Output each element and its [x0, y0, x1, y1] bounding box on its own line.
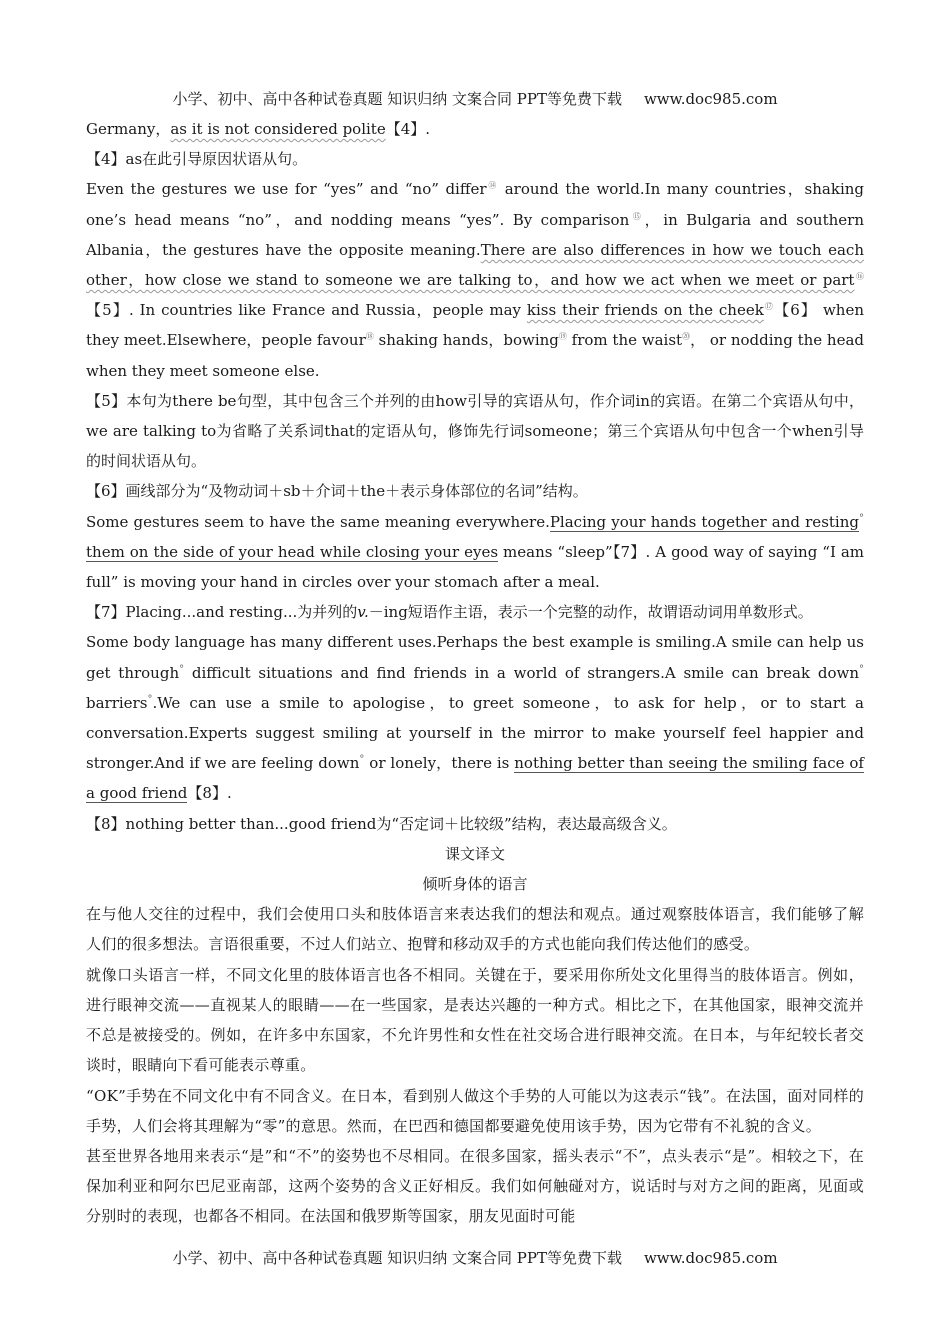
paragraph-2 [86, 174, 864, 385]
italic-text: v. [357, 603, 369, 622]
text: 【7】Placing...and resting...为并列的 [86, 603, 358, 622]
underlined-text: nothing better than seeing the smiling face of a good friend [86, 754, 864, 803]
translation-title: 倾听身体的语言 [422, 875, 528, 894]
marker-16: ⑯ [854, 272, 864, 282]
marker-20: ⑳ [682, 332, 691, 342]
degree-mark: ° [859, 663, 865, 675]
note-ref-4: 【4】. [385, 120, 431, 138]
text: 【5】. In countries like France and Russia，people may [86, 301, 527, 320]
note-8: 【8】nothing better than...good friend为“否定词＋比较级”结构，表达最高级含义。 [86, 814, 677, 833]
page-footer [0, 1247, 950, 1268]
text: means “sleep”【7】. A good way of saying “I am full” is moving your hand in circles over your stomach after a meal. [86, 542, 865, 592]
footer-text: 小学、初中、高中各种试卷真题 知识归纳 文案合同 PPT等免费下载 [172, 1249, 622, 1267]
marker-17: ⑰ [763, 302, 775, 312]
note-7 [86, 597, 864, 627]
marker-14: ⑭ [486, 181, 499, 191]
translation-paragraph-3: “OK”手势在不同文化中有不同含义。在日本，看到别人做这个手势的人可能以为这表示“钱”。在法国，面对同样的手势，人们会将其理解为“零”的意思。然而，在巴西和德国都要避免使用该手势，因为它带有不礼貌的含义。 [86, 1086, 864, 1135]
text: 【8】. [187, 784, 232, 803]
wavy-underlined-text: kiss their friends on the cheek [526, 301, 764, 320]
marker-18: ⑱ [365, 332, 374, 342]
text: Some body language has many different uses.Perhaps the best example is smiling.A smile can help us get through [86, 633, 864, 682]
text: .We can use a smile to apologise，to greet someone，to ask for help，or to start a conversation.Experts suggest smiling at yourself in the mirror to make yourself feel happier and stronger.And if we are feeling down [86, 693, 864, 773]
text: barriers [86, 693, 148, 712]
underlined-text: Placing your hands together and resting [549, 512, 859, 531]
marker-19: ⑲ [558, 332, 567, 342]
text: difficult situations and find friends in a world of strangers.A smile can break down [184, 663, 860, 682]
underlined-text: them on the side of your head while closing your eyes [86, 542, 499, 561]
paragraph-1 [86, 114, 864, 144]
footer-site[interactable]: www.doc985.com [643, 1249, 778, 1267]
text: Some gestures seem to have the same meaning everywhere. [86, 512, 550, 531]
paragraph-4 [86, 627, 864, 808]
text: 【6】 when they meet.Elsewhere，people favour [86, 301, 864, 350]
text: Germany， [86, 120, 171, 138]
translation-paragraph-4: 甚至世界各地用来表示“是”和“不”的姿势也不尽相同。在很多国家，摇头表示“不”，点头表示“是”。相较之下，在保加利亚和阿尔巴尼亚南部，这两个姿势的含义正好相反。我们如何触碰对方，说话时与对方之间的距离，见面或分别时的表现，也都各不相同。在法国和俄罗斯等国家，朋友见面时可能 [86, 1146, 864, 1226]
note-4: 【4】as在此引导原因状语从句。 [86, 150, 308, 169]
text: or lonely，there is [364, 754, 515, 773]
note-5: 【5】本句为there be句型，其中包含三个并列的由how引导的宾语从句，作介词in的宾语。在第二个宾语从句中，we are talking to为省略了关系词that的定语从句，修饰先行词someone；第三个宾语从句中包含一个when引导的时间状语从句。 [86, 391, 864, 471]
document-body [86, 114, 864, 1232]
degree-mark: ° [858, 512, 864, 524]
translation-heading: 课文译文 [444, 844, 505, 863]
text: Even the gestures we use for “yes” and “no” differ [86, 180, 487, 199]
page-header [0, 88, 950, 109]
paragraph-3 [86, 507, 864, 598]
wavy-underlined-text: as it is not considered polite [170, 120, 386, 138]
text: ，in Bulgaria and southern Albania，the gestures have the opposite meaning. [86, 210, 864, 259]
marker-15: ⑮ [629, 211, 645, 221]
text: from the waist [566, 331, 683, 350]
degree-mark: ° [359, 754, 365, 766]
translation-paragraph-1: 在与他人交往的过程中，我们会使用口头和肢体语言来表达我们的想法和观点。通过观察肢体语言，我们能够了解人们的很多想法。言语很重要，不过人们站立、抱臂和移动双手的方式也能向我们传达他们的感受。 [86, 905, 864, 954]
translation-paragraph-2: 就像口头语言一样，不同文化里的肢体语言也各不相同。关键在于，要采用你所处文化里得当的肢体语言。例如，进行眼神交流——直视某人的眼睛——在一些国家，是表达兴趣的一种方式。相比之下，在其他国家，眼神交流并不总是被接受的。例如，在许多中东国家，不允许男性和女性在社交场合进行眼神交流。在日本，与年纪较长者交谈时，眼睛向下看可能表示尊重。 [86, 965, 864, 1075]
header-text: 小学、初中、高中各种试卷真题 知识归纳 文案合同 PPT等免费下载 [172, 90, 622, 108]
text: shaking hands，bowing [373, 331, 559, 350]
note-6: 【6】画线部分为“及物动词＋sb＋介词＋the＋表示身体部位的名词”结构。 [86, 482, 588, 501]
text: －ing短语作主语，表示一个完整的动作，故谓语动词用单数形式。 [368, 603, 813, 622]
text: ， or nodding the head when they meet someone else. [86, 331, 864, 380]
text: around the world.In many countries，shaking one’s head means “no”，and nodding means “yes”. By comparison [86, 180, 865, 229]
wavy-underlined-text: There are also differences in how we touch each other，how close we stand to someone we are talking to，and how we act when we meet or part [86, 240, 864, 290]
degree-mark: ° [147, 693, 153, 705]
degree-mark: ° [179, 663, 185, 675]
header-site[interactable]: www.doc985.com [643, 90, 778, 108]
